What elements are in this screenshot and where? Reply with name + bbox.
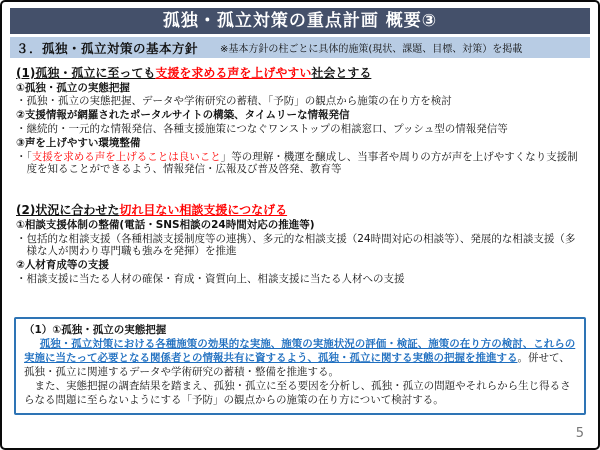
policy-section-1 (16, 66, 584, 176)
section-header-bar (10, 37, 590, 58)
detail-box (14, 317, 586, 415)
policy-2-item-1-title: ①相談支援体制の整備(電話・SNS相談の24時間対応の推進等) (16, 218, 315, 231)
detail-box-paragraph-1-rest: 。併せて、孤独・孤立に関連するデータや学術研究の蓄積・整備を推進する。 (24, 351, 570, 378)
policy-1-heading (16, 66, 584, 81)
policy-2-item-1-bullet: ・包括的な相談支援（各種相談支援制度等の連携）、多元的な相談支援（24時間対応の相談等）、発展的な相談支援（多様な人が関わり専門職も強みを発揮）を推進 (16, 232, 576, 258)
section-heading: ３．孤独・孤立対策の基本方針 (16, 40, 199, 56)
policy-1-item-1-bullet: ・孤独・孤立の実態把握、データや学術研究の蓄積、「予防」の観点から施策の在り方を検討 (16, 95, 452, 108)
policy-1-item-2-title: ②支援情報が網羅されたポータルサイトの構築、タイムリーな情報発信 (16, 109, 350, 122)
policy-section-2 (16, 203, 584, 286)
main-content (10, 66, 590, 286)
policy-1-heading-red: 支援を求める声を上げやすい (155, 66, 312, 80)
policy-1-item-3-bullet-pre: ・「 (16, 150, 32, 163)
policy-1-item-3-bullet-red: 支援を求める声を上げることは良いこと (31, 150, 221, 163)
page-number: 5 (575, 426, 584, 441)
detail-box-paragraph-1-emphasis: 孤独・孤立対策における各種施策の効果的な実施、施策の実施状況の評価・検証、施策の在り方の検討、これらの実施に当たって必要となる関係者との情報共有に資するよう、孤独・孤立に関する実態の把握を推進する (24, 337, 576, 364)
policy-1-heading-pre: (1)孤独・孤立に至っても (16, 66, 156, 80)
policy-2-heading (16, 203, 584, 218)
detail-box-paragraph-2: また、実態把握の調査結果を踏まえ、孤独・孤立に至る要因を分析し、孤独・孤立の問題やそれらから生じ得るさらなる問題に至らないようにする「予防」の観点からの施策の在り方について検討する。 (24, 380, 571, 407)
policy-1-item-1-title: ①孤独・孤立の実態把握 (16, 81, 130, 94)
section-note: ※基本方針の柱ごとに具体的施策(現状、課題、目標、対策）を掲載 (220, 44, 523, 55)
policy-1-item-3-bullet-post: 」等の理解・機運を醸成し、当事者や周りの方が声を上げやすくなり支援制度を知ることができるよう、情報発信・広報及び普及啓発、教育等 (26, 150, 578, 176)
detail-box-paragraph-1 (24, 337, 576, 379)
policy-2-item-2-bullet: ・相談支援に当たる人材の確保・育成・資質向上、相談支援に当たる人材への支援 (16, 273, 405, 286)
policy-2-item-2-title: ②人材育成等の支援 (16, 259, 109, 272)
policy-1-item-3-bullet (16, 151, 584, 177)
slide-title-bar (10, 8, 590, 34)
policy-1-item-2-bullet: ・継続的・一元的な情報発信、各種支援施策につなぐワンストップの相談窓口、プッシュ型の情報発信等 (16, 123, 508, 136)
detail-box-heading: （1）①孤独・孤立の実態把握 (24, 323, 167, 336)
slide-title: 孤独・孤立対策の重点計画 概要③ (162, 11, 438, 31)
policy-1-heading-post: 社会とする (311, 66, 372, 80)
policy-2-heading-red: 切れ目ない相談支援につなげる (119, 203, 288, 218)
policy-2-heading-pre: (2)状況に合わせた (16, 203, 120, 218)
policy-1-item-3-title: ③声を上げやすい環境整備 (16, 136, 141, 149)
